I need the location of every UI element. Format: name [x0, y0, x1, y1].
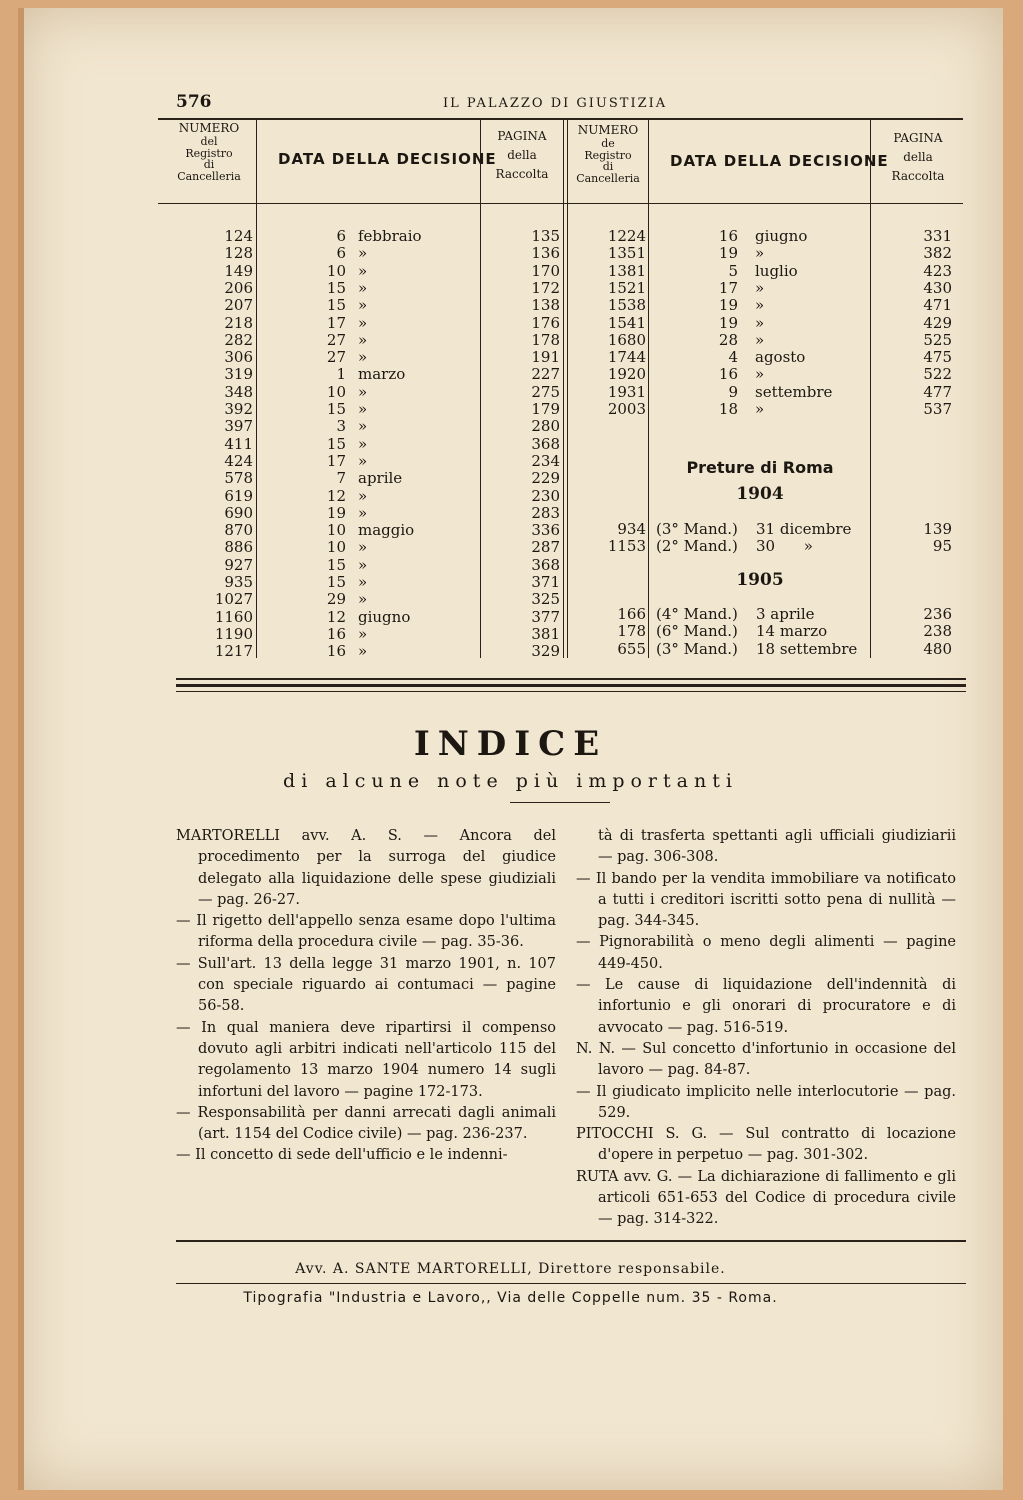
registry-number: 619	[224, 486, 253, 505]
decision-month: »	[358, 382, 368, 401]
decision-day: 12	[326, 607, 346, 626]
page-number: 576	[176, 92, 212, 112]
mandamento: (4° Mand.)	[656, 605, 738, 623]
index-entry: tà di trasferta spettanti agli ufficiali giudiziarii — pag. 306-308.	[598, 828, 956, 866]
registry-number: 128	[224, 244, 253, 263]
index-subtitle: di alcune note più importanti	[283, 770, 738, 792]
decision-day: 9	[728, 382, 738, 401]
collection-page: 423	[923, 261, 952, 280]
registry-number: 690	[224, 503, 253, 522]
separator-rule	[176, 691, 966, 692]
collection-page: 331	[923, 227, 952, 245]
index-entry: PITOCCHI S. G. — Sul contratto di locazione d'opere in perpetuo — pag. 301-302.	[576, 1126, 956, 1164]
col-divider	[256, 118, 257, 658]
decision-day: 17	[326, 451, 346, 470]
header-left-number: NUMERO del Registro di Cancelleria	[177, 121, 241, 183]
decision-month: »	[358, 261, 368, 280]
registry-number: 306	[224, 348, 253, 367]
decision-month: »	[358, 330, 368, 349]
registry-number: 1160	[214, 607, 253, 626]
registry-number: 1190	[214, 624, 253, 643]
collection-page: 238	[923, 622, 952, 641]
decision-month: »	[755, 400, 765, 418]
decision-month: aprile	[358, 469, 403, 488]
decision-month: »	[755, 313, 765, 332]
col-divider	[870, 118, 871, 658]
decision-date: 30 »	[756, 537, 813, 556]
decision-month: »	[358, 296, 368, 315]
decision-day: 10	[326, 261, 346, 280]
decision-day: 15	[326, 400, 346, 418]
registry-number: 392	[224, 400, 253, 418]
decision-day: 19	[326, 503, 346, 522]
decision-day: 19	[718, 313, 738, 332]
preture-title: Preture di Roma	[686, 458, 834, 477]
decision-day: 15	[326, 296, 346, 315]
decision-day: 17	[718, 278, 738, 297]
decision-day: 12	[326, 486, 346, 505]
decision-date: 14 marzo	[756, 622, 828, 641]
index-entry: — Le cause di liquidazione dell'indennità di infortunio e gli onorari di procuratore e di avvocato — pag. 516-519.	[576, 977, 956, 1036]
decision-month: »	[358, 624, 368, 643]
collection-page: 138	[531, 296, 560, 315]
decision-day: 16	[326, 642, 346, 661]
decision-month: »	[358, 503, 368, 522]
registry-number: 1224	[607, 227, 646, 245]
decision-month: »	[755, 278, 765, 297]
registry-number: 124	[224, 227, 253, 245]
index-entry: — Il bando per la vendita immobiliare va notificato a tutti i creditori iscritti sotto pena di nullità — pag. 344-345.	[576, 870, 956, 930]
collection-page: 329	[531, 642, 560, 661]
mandamento: (3° Mand.)	[656, 639, 738, 658]
decision-month: febbraio	[358, 227, 422, 245]
registry-number: 655	[617, 639, 646, 658]
registry-number: 1680	[607, 330, 646, 349]
collection-page: 135	[531, 227, 560, 245]
registry-number: 319	[224, 365, 253, 384]
document-page	[18, 8, 1003, 1490]
registry-number: 348	[224, 382, 253, 401]
collection-page: 280	[531, 417, 560, 436]
decision-month: »	[755, 330, 765, 349]
registry-number: 934	[617, 520, 646, 538]
decision-day: 16	[718, 365, 738, 384]
decision-day: 6	[336, 227, 346, 245]
col-divider	[648, 118, 649, 658]
header-right-number: NUMERO de Registro di Cancelleria	[576, 123, 640, 185]
decision-day: 5	[728, 261, 738, 280]
registry-number: 1541	[607, 313, 646, 332]
index-right-column	[576, 826, 956, 1231]
collection-page: 368	[531, 434, 560, 453]
decision-day: 28	[718, 330, 738, 349]
table-header-rule	[158, 203, 963, 204]
registry-number: 1521	[607, 278, 646, 297]
index-entry: RUTA avv. G. — La dichiarazione di fallimento e gli articoli 651-653 del Codice di procedura civile — pag. 314-322.	[576, 1168, 956, 1228]
index-entry: — Il concetto di sede dell'ufficio e le indenni-	[176, 1147, 508, 1164]
decision-date: 3 aprile	[756, 605, 815, 623]
registry-number: 1217	[214, 642, 253, 661]
registry-number: 1153	[607, 537, 646, 556]
collection-page: 381	[531, 624, 560, 643]
decision-day: 19	[718, 296, 738, 315]
collection-page: 176	[531, 313, 560, 332]
index-entry: — Il giudicato implicito nelle interlocutorie — pag. 529.	[576, 1083, 956, 1121]
decision-month: luglio	[755, 261, 798, 280]
collection-page: 283	[531, 503, 560, 522]
decision-date: 31 dicembre	[756, 520, 852, 538]
decision-day: 27	[326, 348, 346, 367]
decision-month: marzo	[358, 365, 406, 384]
index-entry: — Pignorabilità o meno degli alimenti — pagine 449-450.	[576, 934, 956, 972]
registry-number: 1744	[607, 348, 646, 367]
registry-number: 1351	[607, 244, 646, 263]
registry-number: 886	[224, 538, 253, 557]
decision-month: »	[358, 417, 368, 436]
decision-month: agosto	[755, 348, 806, 367]
preture-year-1904: 1904	[736, 484, 784, 504]
registry-number: 282	[224, 330, 253, 349]
table-top-rule	[158, 118, 963, 120]
header-right-date: DATA DELLA DECISIONE	[670, 152, 889, 170]
index-entry: — Responsabilità per danni arrecati dagli animali (art. 1154 del Codice civile) — pag. 236-237.	[176, 1104, 556, 1143]
decision-month: »	[358, 348, 368, 367]
collection-page: 179	[531, 400, 560, 418]
decision-day: 27	[326, 330, 346, 349]
collection-page: 230	[531, 486, 560, 505]
registry-number: 1538	[607, 296, 646, 315]
footer-rule	[176, 1283, 966, 1284]
running-title: IL PALAZZO DI GIUSTIZIA	[443, 96, 668, 111]
collection-page: 170	[531, 261, 560, 280]
decision-day: 10	[326, 538, 346, 557]
decision-day: 3	[336, 417, 346, 436]
decision-day: 15	[326, 573, 346, 591]
decision-month: »	[358, 244, 368, 263]
decision-day: 18	[718, 400, 738, 418]
collection-page: 236	[923, 605, 952, 623]
header-right-page: PAGINA della Raccolta	[891, 131, 945, 183]
mandamento: (3° Mand.)	[656, 520, 738, 538]
collection-page: 377	[531, 607, 560, 626]
mandamento: (2° Mand.)	[656, 537, 738, 556]
decision-month: »	[358, 400, 368, 418]
collection-page: 287	[531, 538, 560, 557]
decision-day: 15	[326, 278, 346, 297]
decision-month: »	[358, 642, 368, 661]
decision-day: 4	[728, 348, 738, 367]
decision-month: »	[358, 434, 368, 453]
collection-page: 178	[531, 330, 560, 349]
collection-page: 537	[923, 400, 952, 418]
decision-month: »	[358, 573, 368, 591]
col-divider	[563, 118, 564, 658]
registry-number: 206	[224, 278, 253, 297]
decision-day: 1	[336, 365, 346, 384]
decision-day: 17	[326, 313, 346, 332]
decision-month: »	[358, 538, 368, 557]
collection-page: 136	[531, 244, 560, 263]
registry-number: 1920	[607, 365, 646, 384]
registry-number: 149	[224, 261, 253, 280]
collection-page: 172	[531, 278, 560, 297]
decision-month: maggio	[358, 521, 415, 540]
registry-number: 1931	[607, 382, 646, 401]
collection-page: 430	[923, 278, 952, 297]
registry-number: 424	[224, 451, 253, 470]
preture-year-1905: 1905	[736, 570, 784, 590]
footer-rule	[176, 1240, 966, 1242]
registry-number: 870	[224, 521, 253, 540]
decision-day: 15	[326, 555, 346, 574]
collection-page: 371	[531, 573, 560, 591]
collection-page: 429	[923, 313, 952, 332]
decision-month: giugno	[755, 227, 808, 245]
separator-rule	[176, 678, 966, 680]
decision-month: »	[358, 555, 368, 574]
collection-page: 475	[923, 348, 952, 367]
decision-month: »	[358, 486, 368, 505]
index-title: INDICE	[413, 724, 608, 764]
index-entry: — Il rigetto dell'appello senza esame dopo l'ultima riforma della procedura civile — pag. 35-36.	[176, 913, 556, 951]
registry-number: 178	[617, 622, 646, 641]
registry-number: 218	[224, 313, 253, 332]
decision-month: »	[358, 451, 368, 470]
decision-month: »	[358, 313, 368, 332]
registry-number: 166	[617, 605, 646, 623]
decision-month: »	[755, 365, 765, 384]
registry-number: 935	[224, 573, 253, 591]
collection-page: 471	[923, 296, 952, 315]
collection-page: 477	[923, 382, 952, 401]
registry-number: 578	[224, 469, 253, 488]
decision-month: »	[755, 296, 765, 315]
collection-page: 325	[531, 590, 560, 609]
decision-day: 10	[326, 521, 346, 540]
collection-page: 382	[923, 244, 952, 263]
decision-day: 16	[718, 227, 738, 245]
collection-page: 336	[531, 521, 560, 540]
decision-month: settembre	[755, 382, 833, 401]
registry-number: 2003	[607, 400, 646, 418]
decision-day: 19	[718, 244, 738, 263]
decision-day: 29	[326, 590, 346, 609]
header-left-page: PAGINA della Raccolta	[495, 129, 549, 181]
index-entry: — In qual maniera deve ripartirsi il compenso dovuto agli arbitri indicati nell'articolo 115 del regolamento 13 marzo 1904 numero 14 sugli infortuni del lavoro — pagine 172-173.	[176, 1019, 556, 1100]
registry-number: 1027	[214, 590, 253, 609]
collection-page: 191	[531, 348, 560, 367]
decision-day: 16	[326, 624, 346, 643]
decision-day: 6	[336, 244, 346, 263]
index-entry: N. N. — Sul concetto d'infortunio in occasione del lavoro — pag. 84-87.	[576, 1040, 956, 1079]
collection-page: 229	[531, 469, 560, 488]
registry-number: 397	[224, 417, 253, 436]
header-left-date: DATA DELLA DECISIONE	[278, 150, 497, 168]
collection-page: 275	[531, 382, 560, 401]
collection-page: 234	[531, 451, 560, 470]
decision-month: »	[358, 590, 368, 609]
collection-page: 95	[932, 537, 952, 556]
collection-page: 139	[923, 520, 952, 538]
footer-printer: Tipografia "Industria e Lavoro,, Via delle Coppelle num. 35 - Roma.	[243, 1290, 778, 1306]
collection-page: 522	[923, 365, 952, 384]
registry-number: 1381	[607, 261, 646, 280]
index-left-column	[176, 826, 556, 1167]
registry-number: 411	[224, 434, 253, 453]
collection-page: 368	[531, 555, 560, 574]
collection-page: 525	[923, 330, 952, 349]
decision-month: »	[755, 244, 765, 263]
collection-page: 480	[923, 639, 952, 658]
index-entry: MARTORELLI avv. A. S. — Ancora del procedimento per la surroga del giudice delegato alla liquidazione delle spese giudiziali — pag. 26-27.	[176, 828, 556, 908]
decision-date: 18 settembre	[756, 639, 858, 658]
footer-director: Avv. A. SANTE MARTORELLI, Direttore responsabile.	[295, 1261, 726, 1277]
separator-rule	[176, 684, 966, 687]
index-entry: — Sull'art. 13 della legge 31 marzo 1901, n. 107 con speciale riguardo ai contumaci — pagine 56-58.	[176, 955, 556, 1015]
decision-day: 10	[326, 382, 346, 401]
decision-day: 15	[326, 434, 346, 453]
collection-page: 227	[531, 365, 560, 384]
decision-month: giugno	[358, 607, 411, 626]
decision-day: 7	[336, 469, 346, 488]
title-underline	[510, 802, 610, 803]
col-divider	[480, 118, 481, 658]
registry-number: 927	[224, 555, 253, 574]
registry-number: 207	[224, 296, 253, 315]
decision-month: »	[358, 278, 368, 297]
mandamento: (6° Mand.)	[656, 622, 738, 641]
